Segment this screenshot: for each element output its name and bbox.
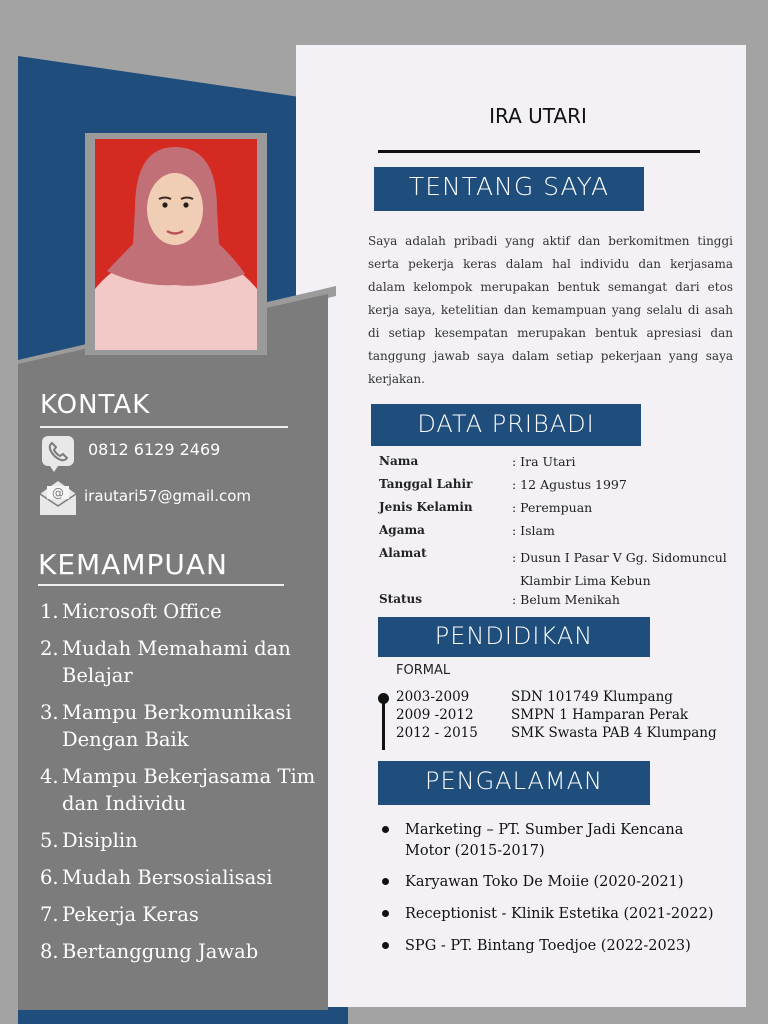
experience-item bbox=[380, 820, 740, 862]
portrait-illustration bbox=[95, 139, 257, 350]
experience-text: Marketing – PT. Sumber Jadi Kencana Motor (2015-2017) bbox=[405, 822, 684, 859]
skill-item bbox=[40, 635, 320, 689]
education-row bbox=[396, 707, 736, 725]
skill-item bbox=[40, 763, 320, 817]
personal-label: Status bbox=[379, 592, 423, 606]
education-timeline-dot bbox=[378, 693, 389, 704]
personal-value: : Islam bbox=[512, 523, 555, 538]
education-years: 2009 -2012 bbox=[396, 707, 474, 723]
skill-text: Bertanggung Jawab bbox=[62, 940, 259, 963]
about-text: Saya adalah pribadi yang aktif dan berkomitmen tinggi serta pekerja keras dalam hal individu dan kerjasama dalam kelompok merupakan bentuk semangat dari etos kerja saya, ketelitian dan kemampuan yang selalu di asah di setiap kesempatan merupakan bentuk apresiasi dan tanggung jawab saya dalam setiap pekerjaan yang saya kerjakan. bbox=[368, 234, 733, 386]
skill-text: Mampu Bekerjasama Tim dan Individu bbox=[62, 765, 316, 815]
personal-value: : Belum Menikah bbox=[512, 592, 620, 607]
personal-value: : 12 Agustus 1997 bbox=[512, 477, 627, 492]
education-years: 2003-2009 bbox=[396, 689, 470, 705]
bullet-icon bbox=[382, 942, 389, 949]
skill-text: Microsoft Office bbox=[62, 600, 222, 623]
phone-icon bbox=[42, 436, 74, 466]
skill-item bbox=[40, 938, 320, 965]
personal-row bbox=[379, 592, 739, 615]
skill-text: Pekerja Keras bbox=[62, 903, 199, 926]
education-school: SMPN 1 Hamparan Perak bbox=[511, 707, 689, 723]
experience-text: Karyawan Toko De Moiie (2020-2021) bbox=[405, 874, 684, 890]
personal-row bbox=[379, 546, 739, 592]
bullet-icon bbox=[382, 878, 389, 885]
skills-heading: KEMAMPUAN bbox=[38, 548, 229, 581]
education-years: 2012 - 2015 bbox=[396, 725, 478, 741]
education-heading: PENDIDIKAN bbox=[378, 617, 650, 657]
skill-text: Mampu Berkomunikasi Dengan Baik bbox=[62, 701, 292, 751]
personal-row bbox=[379, 477, 739, 500]
skill-item bbox=[40, 699, 320, 753]
personal-value: : Perempuan bbox=[512, 500, 593, 515]
person-name: IRA UTARI bbox=[489, 104, 587, 128]
personal-label: Alamat bbox=[379, 546, 427, 560]
education-school: SDN 101749 Klumpang bbox=[511, 689, 673, 705]
skill-number: 7. bbox=[40, 903, 59, 926]
skills-list bbox=[40, 598, 320, 975]
skill-number: 1. bbox=[40, 600, 59, 623]
bullet-icon bbox=[382, 826, 389, 833]
personal-label: Jenis Kelamin bbox=[379, 500, 473, 514]
skill-text: Disiplin bbox=[62, 829, 138, 852]
about-heading: TENTANG SAYA bbox=[374, 167, 644, 211]
contact-email[interactable]: irautari57@gmail.com bbox=[84, 487, 251, 505]
profile-photo bbox=[95, 139, 257, 350]
personal-value: : Dusun I Pasar V Gg. Sidomuncul Klambir Lima Kebun bbox=[512, 550, 727, 588]
skill-number: 3. bbox=[40, 701, 59, 724]
experience-item bbox=[380, 872, 740, 893]
name-underline bbox=[378, 150, 700, 153]
skill-item bbox=[40, 827, 320, 854]
education-row bbox=[396, 689, 736, 707]
education-school: SMK Swasta PAB 4 Klumpang bbox=[511, 725, 717, 741]
personal-row bbox=[379, 454, 739, 477]
skill-number: 5. bbox=[40, 829, 59, 852]
experience-text: Receptionist - Klinik Estetika (2021-2022) bbox=[405, 906, 714, 922]
education-timeline-line bbox=[382, 698, 385, 750]
skill-text: Mudah Memahami dan Belajar bbox=[62, 637, 291, 687]
education-list bbox=[396, 689, 736, 743]
skill-text: Mudah Bersosialisasi bbox=[62, 866, 273, 889]
personal-label: Tanggal Lahir bbox=[379, 477, 473, 491]
skill-item bbox=[40, 864, 320, 891]
personal-row bbox=[379, 500, 739, 523]
experience-item bbox=[380, 936, 740, 957]
skill-number: 4. bbox=[40, 765, 59, 788]
personal-table bbox=[379, 454, 739, 615]
personal-row bbox=[379, 523, 739, 546]
skill-item bbox=[40, 598, 320, 625]
svg-text:@: @ bbox=[52, 486, 64, 500]
experience-text: SPG - PT. Bintang Toedjoe (2022-2023) bbox=[405, 938, 691, 954]
skills-divider bbox=[38, 584, 284, 586]
experience-list bbox=[380, 820, 740, 957]
education-subheading: FORMAL bbox=[396, 663, 451, 678]
skill-number: 2. bbox=[40, 637, 59, 660]
contact-phone[interactable]: 0812 6129 2469 bbox=[88, 440, 221, 459]
experience-item bbox=[380, 904, 740, 925]
education-row bbox=[396, 725, 736, 743]
experience-heading: PENGALAMAN bbox=[378, 761, 650, 805]
skill-item bbox=[40, 901, 320, 928]
skill-number: 8. bbox=[40, 940, 59, 963]
personal-label: Nama bbox=[379, 454, 419, 468]
contact-heading: KONTAK bbox=[40, 390, 151, 420]
personal-label: Agama bbox=[379, 523, 425, 537]
personal-value: : Ira Utari bbox=[512, 454, 576, 469]
personal-heading: DATA PRIBADI bbox=[371, 404, 641, 446]
skill-number: 6. bbox=[40, 866, 59, 889]
email-icon bbox=[38, 478, 78, 516]
contact-divider bbox=[40, 426, 288, 428]
bullet-icon bbox=[382, 910, 389, 917]
